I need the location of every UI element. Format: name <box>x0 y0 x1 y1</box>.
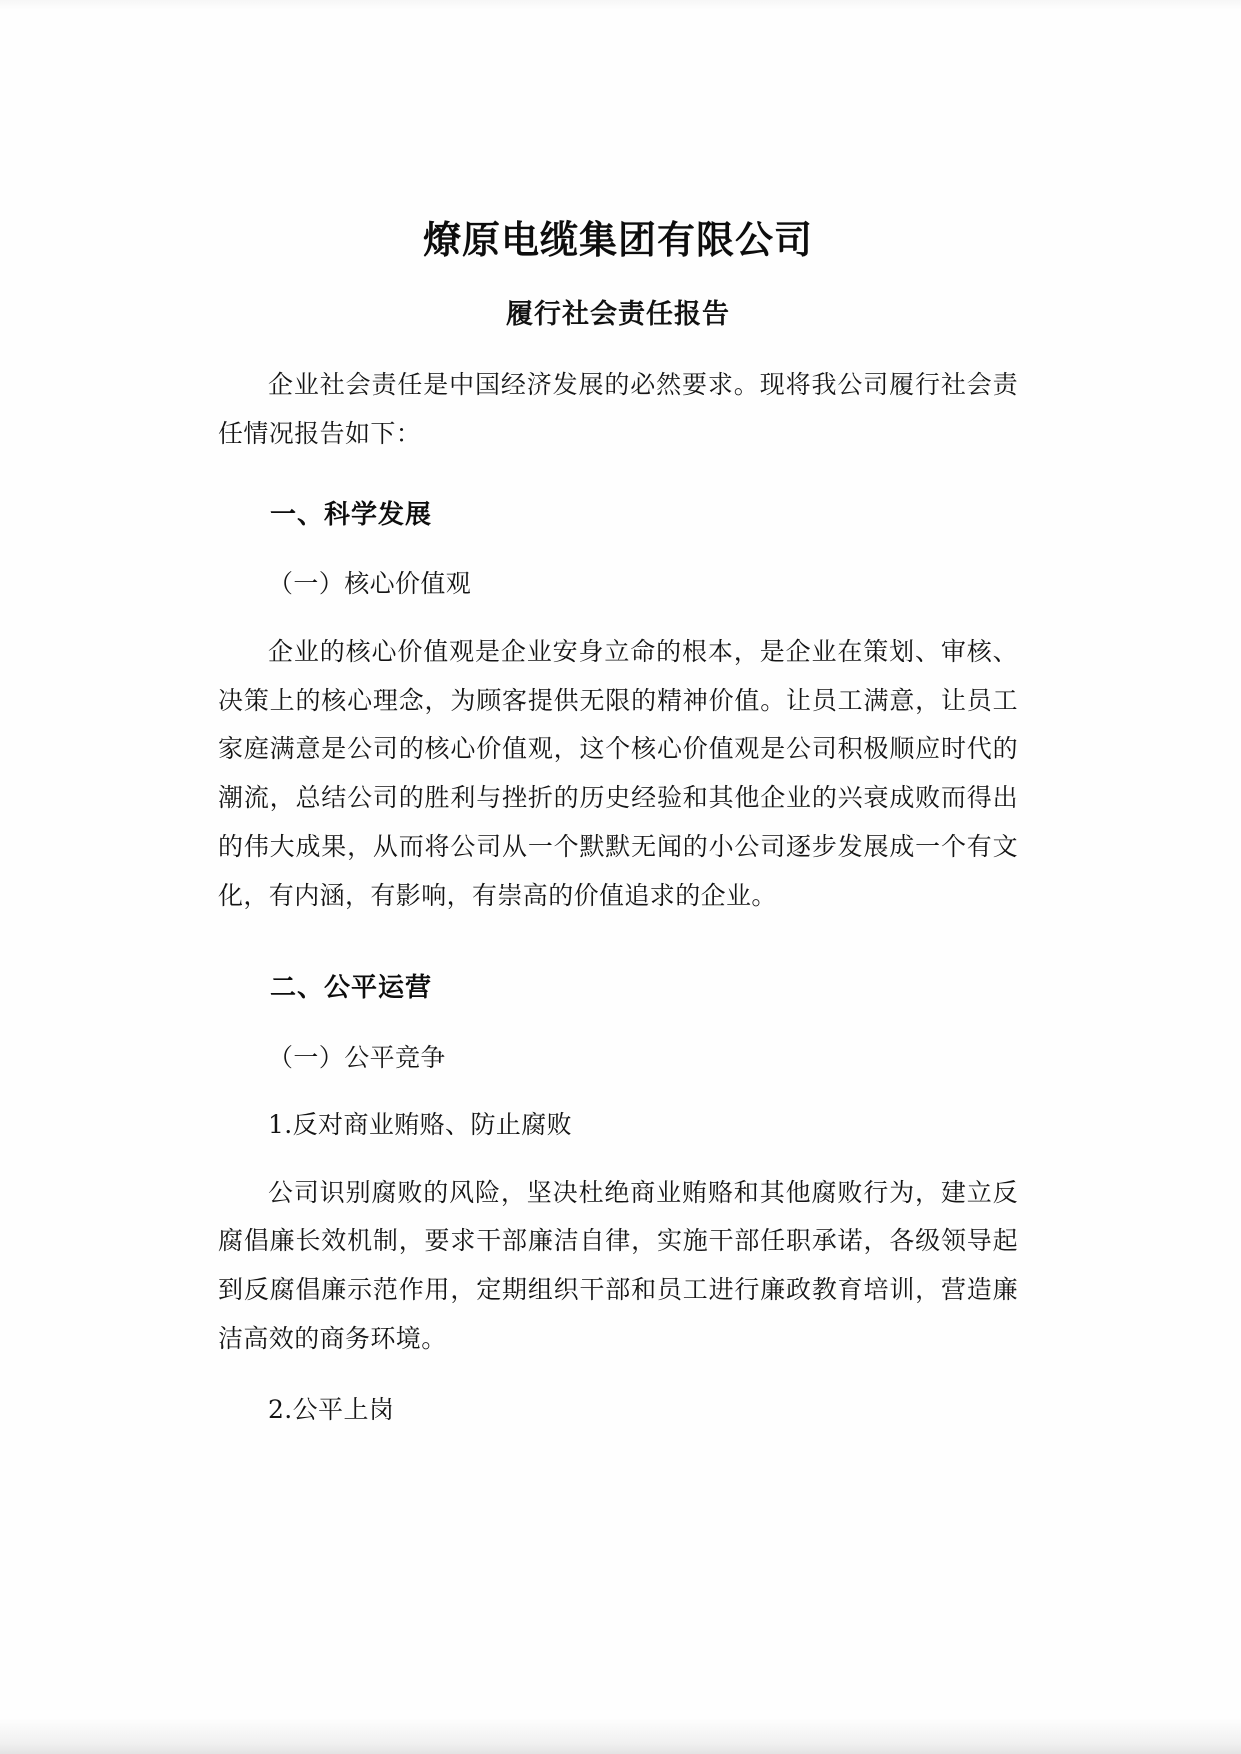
paragraph-core-values: 企业的核心价值观是企业安身立命的根本，是企业在策划、审核、决策上的核心理念，为顾客提供无限的精神价值。让员工满意，让员工家庭满意是公司的核心价值观，这个核心价值观是公司积极顺应时代的潮流，总结公司的胜利与挫折的历史经验和其他企业的兴衰成败而得出的伟大成果，从而将公司从一个默默无闻的小公司逐步发展成一个有文化，有内涵，有影响，有崇高的价值追求的企业。 <box>218 636 1018 910</box>
page-title: 燎原电缆集团有限公司 <box>422 217 813 262</box>
spacer <box>218 481 1018 491</box>
document-content <box>218 215 1018 1453</box>
spacer <box>218 942 1018 964</box>
page-top-edge <box>0 0 1241 10</box>
intro-paragraph: 企业社会责任是中国经济发展的必然要求。现将我公司履行社会责任情况报告如下： <box>218 370 1018 449</box>
item-heading-fair-employment: 2.公平上岗 <box>268 1394 395 1424</box>
subsection-heading-core-values: （一）核心价值观 <box>268 569 472 599</box>
section-heading-fair-operation: 二、公平运营 <box>270 973 433 1004</box>
paragraph-anti-bribery: 公司识别腐败的风险，坚决杜绝商业贿赂和其他腐败行为，建立反腐倡廉长效机制，要求干部廉洁自律，实施干部任职承诺，各级领导起到反腐倡廉示范作用，定期组织干部和员工进行廉政教育培训，营造廉洁高效的商务环境。 <box>218 1177 1018 1353</box>
page-bottom-shadow <box>0 1718 1241 1754</box>
subsection-heading-fair-competition: （一）公平竞争 <box>268 1042 446 1072</box>
document-subtitle: 履行社会责任报告 <box>506 299 730 331</box>
section-heading-scientific-development: 一、科学发展 <box>270 499 433 530</box>
item-heading-anti-bribery: 1.反对商业贿赂、防止腐败 <box>268 1110 573 1140</box>
